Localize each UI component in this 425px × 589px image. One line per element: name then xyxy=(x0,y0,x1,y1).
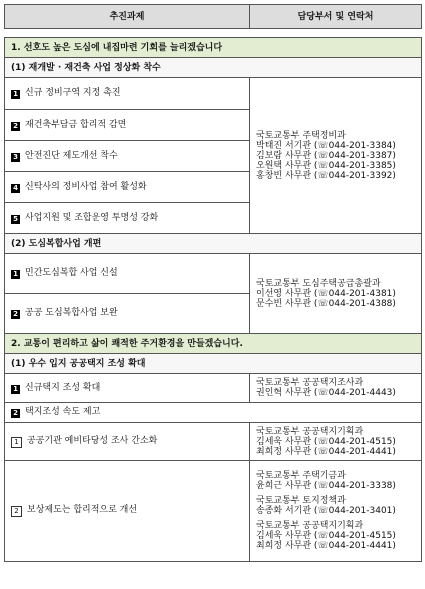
number-box: 2 xyxy=(11,506,22,517)
number-badge: 1 xyxy=(11,90,20,99)
number-badge: 5 xyxy=(11,215,20,224)
spacer-row xyxy=(5,29,422,38)
contact-person: 김세욱 사무관 (☏044-201-4515) xyxy=(256,436,396,447)
number-box: 1 xyxy=(11,437,22,448)
task-subitem xyxy=(5,423,250,461)
task-text: 재건축부담금 합리적 감면 xyxy=(25,119,127,130)
subsection-title: (1) 재개발 · 재건축 사업 정상화 착수 xyxy=(5,58,422,78)
department: 국토교통부 토지정책과 xyxy=(256,496,346,506)
task-item xyxy=(5,110,250,141)
department: 국토교통부 도심주택공급총괄과 xyxy=(256,278,381,289)
number-badge: 4 xyxy=(11,184,20,193)
contact-cell xyxy=(250,254,422,334)
number-badge: 2 xyxy=(11,122,20,131)
contact-cell xyxy=(250,374,422,403)
header-task: 추진과제 xyxy=(5,5,250,29)
task-text: 신규택지 조성 확대 xyxy=(25,382,101,393)
department: 국토교통부 주택정비과 xyxy=(256,130,346,141)
task-subitem xyxy=(5,461,250,562)
task-text: 공공 도심복합사업 보완 xyxy=(25,308,118,318)
task-item xyxy=(5,254,250,294)
task-text: 신탁사의 정비사업 참여 활성화 xyxy=(25,181,147,192)
department: 국토교통부 공공택지기획과 xyxy=(256,426,364,437)
task-item xyxy=(5,374,250,403)
task-item xyxy=(5,78,250,110)
contact-cell xyxy=(250,423,422,461)
header-contact: 담당부서 및 연락처 xyxy=(250,5,422,29)
contact-person: 문수빈 사무관 (☏044-201-4388) xyxy=(256,298,396,309)
task-text: 신규 정비구역 지정 촉진 xyxy=(25,88,121,98)
task-item xyxy=(5,294,250,334)
task-item xyxy=(5,172,250,203)
task-contact-table xyxy=(4,4,422,562)
contact-person: 윤희근 사무관 (☏044-201-3338) xyxy=(256,481,396,491)
number-badge: 1 xyxy=(11,385,20,394)
task-text: 민간도심복합 사업 신설 xyxy=(25,268,118,278)
contact-person: 김보람 사무관 (☏044-201-3387) xyxy=(256,150,396,161)
task-text: 공공기관 예비타당성 조사 간소화 xyxy=(27,435,158,446)
contact-person: 오원택 사무관 (☏044-201-3385) xyxy=(256,160,396,171)
task-text: 택지조성 속도 제고 xyxy=(25,407,101,417)
subsection-title: (1) 우수 입지 공공택지 조성 확대 xyxy=(5,354,422,374)
contact-cell xyxy=(250,78,422,234)
section-title: 2. 교통이 편리하고 삶이 쾌적한 주거환경을 만들겠습니다. xyxy=(5,334,422,354)
task-item xyxy=(5,403,422,423)
section-title: 1. 선호도 높은 도심에 내집마련 기회를 늘리겠습니다 xyxy=(5,38,422,58)
task-text: 안전진단 제도개선 착수 xyxy=(25,150,118,161)
task-item xyxy=(5,203,250,234)
number-badge: 3 xyxy=(11,153,20,162)
contact-person: 송종화 서기관 (☏044-201-3401) xyxy=(256,506,396,516)
department: 국토교통부 공공택지조사과 xyxy=(256,378,364,388)
task-text: 사업지원 및 조합운영 투명성 강화 xyxy=(25,212,159,223)
number-badge: 1 xyxy=(11,270,20,279)
contact-person: 김세욱 사무관 (☏044-201-4515) xyxy=(256,531,396,541)
task-text: 보상제도는 합리적으로 개선 xyxy=(27,505,138,515)
task-item xyxy=(5,141,250,172)
number-badge: 2 xyxy=(11,310,20,319)
contact-person: 최희정 사무관 (☏044-201-4441) xyxy=(256,541,396,551)
department: 국토교통부 주택기금과 xyxy=(256,471,346,481)
contact-person: 권인혁 사무관 (☏044-201-4443) xyxy=(256,388,396,398)
contact-person: 이선영 사무관 (☏044-201-4381) xyxy=(256,288,396,299)
contact-person: 박태진 서기관 (☏044-201-3384) xyxy=(256,140,396,151)
department: 국토교통부 공공택지기획과 xyxy=(256,521,364,531)
contact-cell xyxy=(250,461,422,562)
contact-person: 최희정 사무관 (☏044-201-4441) xyxy=(256,446,396,457)
number-badge: 2 xyxy=(11,409,20,418)
contact-person: 홍창빈 사무관 (☏044-201-3392) xyxy=(256,170,396,181)
subsection-title: (2) 도심복합사업 개편 xyxy=(5,234,422,254)
